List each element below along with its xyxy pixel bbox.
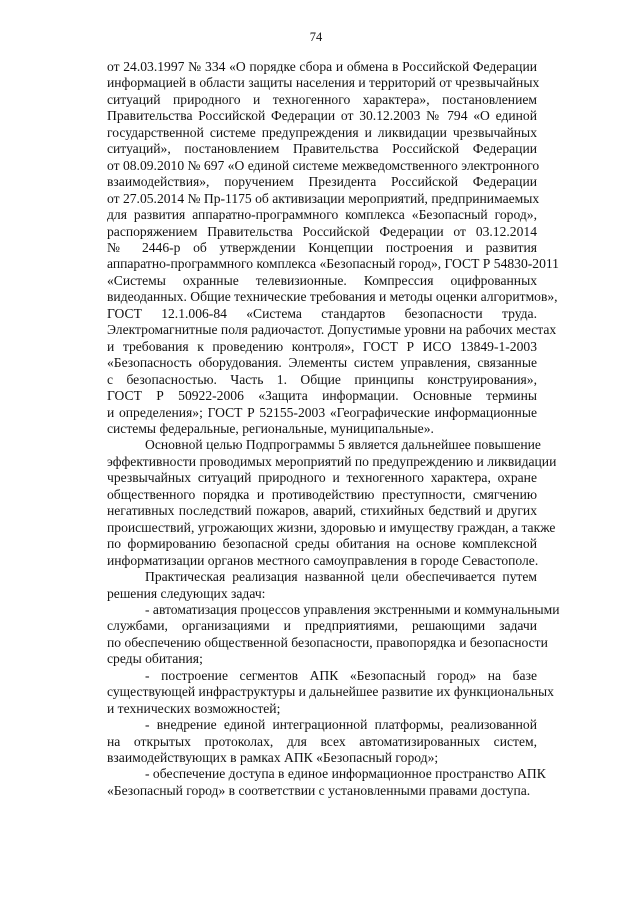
text-line: взаимодействия», поручением Президента Российской Федерации xyxy=(107,174,537,190)
text-line: распоряжением Правительства Российской Федерации от 03.12.2014 xyxy=(107,223,537,239)
text-line: «Безопасность оборудования. Элементы систем управления, связанные xyxy=(107,355,537,371)
text-line: Правительства Российской Федерации от 30.12.2003 № 794 «О единой xyxy=(107,108,537,124)
text-line: «Безопасный город» в соответствии с установленными правами доступа. xyxy=(107,782,531,798)
text-line: службами, организациями и предприятиями, решающими задачи xyxy=(107,618,537,634)
text-line: ситуаций», постановлением Правительства Российской Федерации xyxy=(107,141,537,157)
text-line: от 08.09.2010 № 697 «О единой системе межведомственного электронного xyxy=(107,157,540,173)
paragraph xyxy=(107,717,537,766)
paragraph xyxy=(107,569,537,602)
text-line: от 27.05.2014 № Пр-1175 об активизации мероприятий, предпринимаемых xyxy=(107,190,540,206)
text-line: «Системы охранные телевизионные. Компрессия оцифрованных xyxy=(107,272,537,288)
text-line: существующей инфраструктуры и дальнейшее развитие их функциональных xyxy=(107,684,554,700)
text-line: от 24.03.1997 № 334 «О порядке сбора и обмена в Российской Федерации xyxy=(107,59,537,74)
text-line: происшествий, угрожающих жизни, здоровью и имуществу граждан, а также xyxy=(107,519,556,535)
paragraph xyxy=(107,766,546,799)
text-line: и технических возможностей; xyxy=(107,700,281,716)
text-line: Практическая реализация названной цели обеспечивается путем xyxy=(145,569,537,585)
text-line: общественного порядка и противодействию преступности, смягчению xyxy=(107,486,537,502)
text-line: эффективности проводимых мероприятий по предупреждению и ликвидации xyxy=(107,453,557,469)
text-line: для развития аппаратно-программного комплекса «Безопасный город», xyxy=(107,207,537,223)
text-line: по обеспечению общественной безопасности, правопорядка и безопасности xyxy=(107,634,548,650)
text-line: по формированию безопасной среды обитания на основе комплексной xyxy=(107,536,537,552)
text-line: взаимодействующих в рамках АПК «Безопасный город»; xyxy=(107,750,439,766)
text-line: решения следующих задач: xyxy=(107,585,266,601)
text-line: государственной системе предупреждения и ликвидации чрезвычайных xyxy=(107,124,537,140)
text-line: информацией в области защиты населения и территорий от чрезвычайных xyxy=(107,75,540,91)
text-line: - обеспечение доступа в единое информационное пространство АПК xyxy=(145,766,546,782)
text-line: Электромагнитные поля радиочастот. Допустимые уровни на рабочих местах xyxy=(107,322,557,338)
text-line: видеоданных. Общие технические требования и методы оценки алгоритмов», xyxy=(107,289,558,305)
text-line: № 2446-р об утверждении Концепции построения и развития xyxy=(107,239,537,255)
text-line: информатизации органов местного самоуправления в городе Севастополе. xyxy=(107,552,539,568)
paragraph xyxy=(107,667,554,717)
paragraph xyxy=(107,437,557,569)
text-line: с безопасностью. Часть 1. Общие принципы конструирования», xyxy=(107,371,537,387)
text-line: чрезвычайных ситуаций природного и техногенного характера, охране xyxy=(107,470,537,486)
text-line: Основной целью Подпрограммы 5 является дальнейшее повышение xyxy=(145,437,541,453)
text-line: среды обитания; xyxy=(107,651,203,667)
text-line: ГОСТ Р 50922-2006 «Защита информации. Основные термины xyxy=(107,388,537,404)
text-line: аппаратно-программного комплекса «Безопасный город», ГОСТ Р 54830-2011 xyxy=(107,256,559,272)
paragraph xyxy=(107,59,559,437)
text-line: - автоматизация процессов управления экстренными и коммунальными xyxy=(145,601,560,617)
text-line: ГОСТ 12.1.006-84 «Система стандартов безопасности труда. xyxy=(107,305,537,321)
text-line: - построение сегментов АПК «Безопасный город» на базе xyxy=(145,667,537,683)
text-line: системы федеральные, региональные, муниципальные». xyxy=(107,420,434,436)
page-number: 74 xyxy=(309,30,323,44)
text-line: и определения»; ГОСТ Р 52155-2003 «Географические информационные xyxy=(107,404,537,420)
text-line: на открытых протоколах, для всех автоматизированных систем, xyxy=(107,733,537,749)
text-line: негативных последствий пожаров, аварий, стихийных бедствий и других xyxy=(107,503,537,519)
text-line: и требования к проведению контроля», ГОСТ Р ИСО 13849-1-2003 xyxy=(107,338,537,354)
text-line: - внедрение единой интеграционной платформы, реализованной xyxy=(145,717,537,733)
paragraph xyxy=(107,601,560,668)
body-text xyxy=(107,59,560,799)
text-line: ситуаций природного и техногенного характера», постановлением xyxy=(107,91,537,107)
